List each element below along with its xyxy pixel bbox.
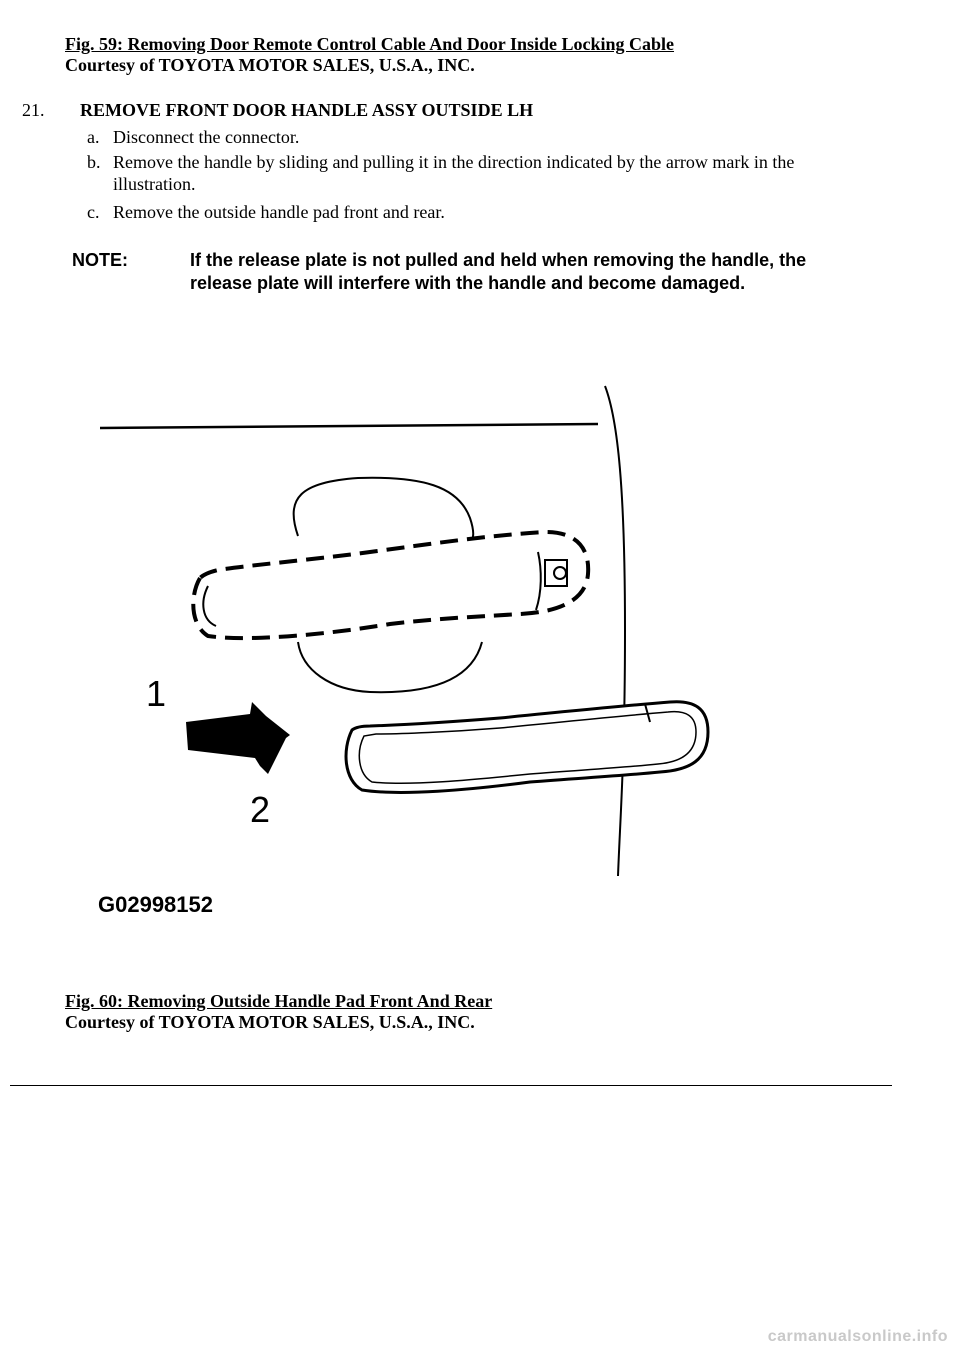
callout-1: 1	[146, 673, 167, 714]
removed-handle	[346, 702, 708, 793]
door-edge-line	[100, 424, 598, 428]
figure-code: G02998152	[98, 892, 213, 917]
handle-recess-upper	[294, 478, 474, 540]
substep-c	[87, 201, 867, 223]
fig60-courtesy: Courtesy of TOYOTA MOTOR SALES, U.S.A., INC.	[65, 1012, 475, 1032]
substep-a	[87, 126, 867, 148]
step-number: 21.	[22, 100, 45, 120]
door-rear-edge	[605, 386, 625, 876]
connector-pin	[554, 567, 566, 579]
substep-b	[87, 151, 867, 197]
door-handle-illustration	[90, 380, 750, 940]
substep-label: b.	[87, 152, 101, 172]
note-label: NOTE:	[72, 250, 128, 270]
substep-text: Remove the handle by sliding and pulling it in the direction indicated by the arrow mark in the illustration.	[113, 152, 795, 194]
direction-arrow-icon	[186, 702, 290, 774]
fig60-caption: Fig. 60: Removing Outside Handle Pad Front And Rear	[65, 991, 493, 1011]
note-line-1: If the release plate is not pulled and held when removing the handle, the	[190, 250, 807, 270]
page-divider	[10, 1085, 892, 1086]
door-handle-diagram	[90, 380, 750, 940]
substep-label: c.	[87, 202, 100, 222]
watermark: carmanualsonline.info	[767, 1328, 948, 1345]
fig59-courtesy: Courtesy of TOYOTA MOTOR SALES, U.S.A., INC.	[65, 55, 475, 75]
step-title: REMOVE FRONT DOOR HANDLE ASSY OUTSIDE LH	[80, 100, 534, 120]
substep-text: Disconnect the connector.	[113, 127, 300, 147]
handle-recess-lower	[298, 642, 482, 692]
substep-label: a.	[87, 127, 100, 147]
connector-bracket	[545, 560, 567, 586]
connector-edge	[536, 552, 541, 610]
callout-2: 2	[250, 789, 271, 830]
handle-inner-line	[203, 586, 216, 626]
handle-installed-outline	[193, 532, 588, 638]
note-line-2: release plate will interfere with the handle and become damaged.	[190, 273, 746, 293]
fig59-caption: Fig. 59: Removing Door Remote Control Cable And Door Inside Locking Cable	[65, 34, 675, 54]
substep-text: Remove the outside handle pad front and rear.	[113, 202, 445, 222]
